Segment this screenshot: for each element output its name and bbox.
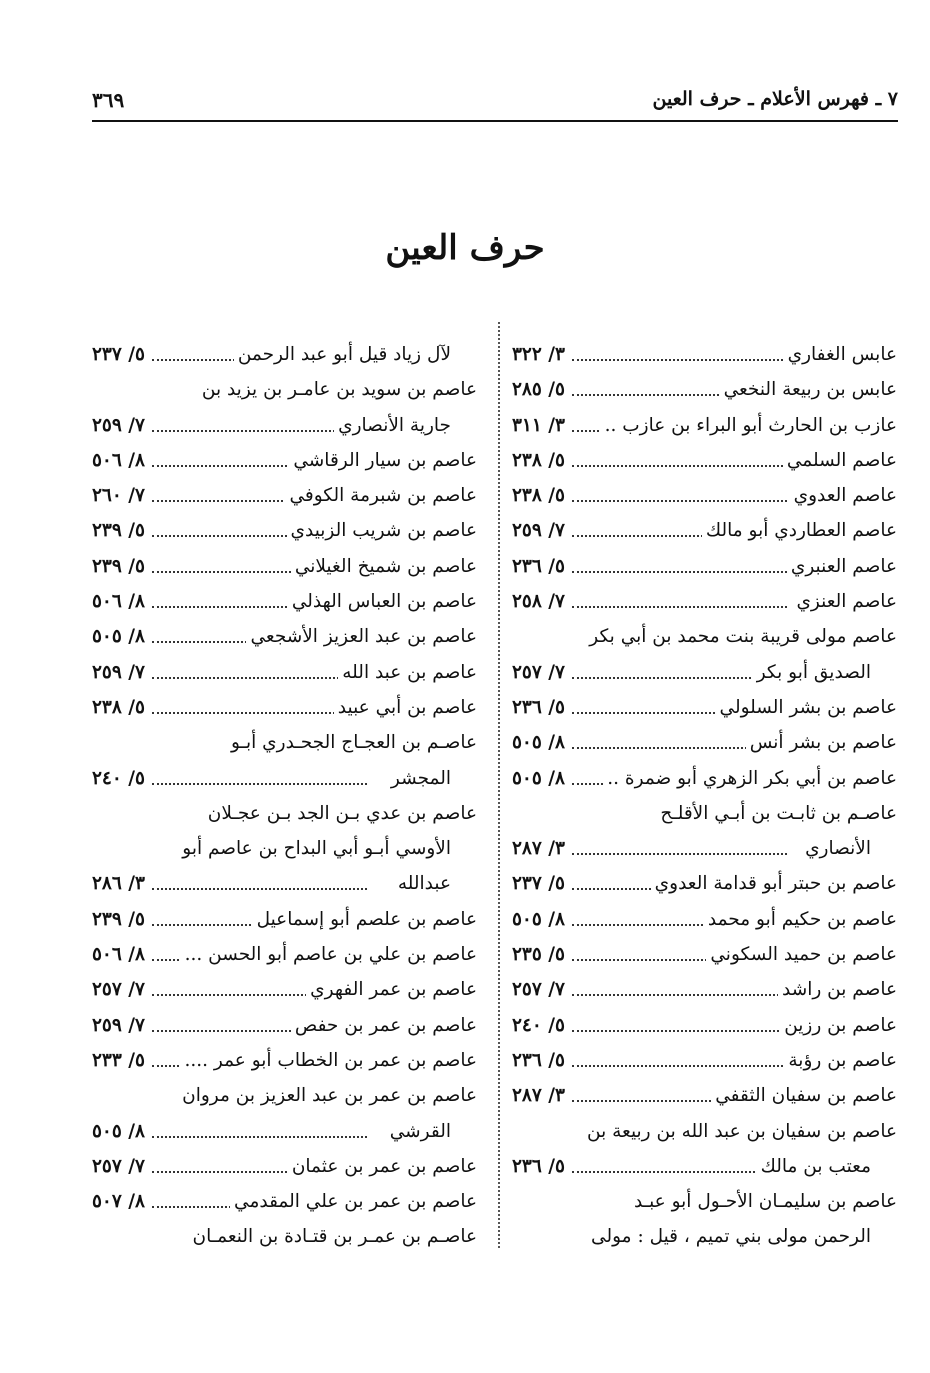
index-entry [92, 902, 477, 937]
index-entry [512, 513, 897, 548]
entry-reference: ٨/ ٥٠٥ [92, 1114, 151, 1149]
dot-leader [152, 1136, 367, 1138]
index-entry [512, 549, 897, 584]
dot-leader [572, 1030, 787, 1032]
index-entry [512, 478, 897, 513]
index-entry [512, 937, 897, 972]
index-entry [512, 1184, 897, 1219]
entry-name: عاصم بن عمر بن حفص [291, 1008, 477, 1043]
index-entry [512, 408, 897, 443]
entry-name: عاصم بن عمر بن علي المقدمي [230, 1184, 477, 1219]
entry-reference: ٥/ ٢٨٥ [512, 372, 571, 407]
entry-reference: ٥/ ٢٣٥ [512, 937, 571, 972]
index-entry [512, 831, 897, 866]
index-entry [512, 1043, 897, 1078]
entry-name: عاصم بن عدي بـن الجد بـن عجـلان [204, 796, 477, 831]
index-entry [512, 584, 897, 619]
index-entry [92, 1219, 477, 1254]
entry-name: عاصم مولى قريبة بنت محمد بن أبي بكر [585, 619, 897, 654]
entry-reference: ٨/ ٥٠٥ [92, 619, 151, 654]
index-entry [512, 725, 897, 760]
entry-name: عاصم بن راشد [778, 972, 897, 1007]
entry-reference: ٧/ ٢٥٧ [92, 1149, 151, 1184]
entry-name: عاصم بن علي بن عاصم أبو الحسن ... [181, 937, 477, 972]
entry-reference: ٥/ ٢٤٠ [92, 761, 151, 796]
entry-reference: ٧/ ٢٥٨ [512, 584, 571, 619]
index-entry [92, 1184, 477, 1219]
entry-name: عاصم بن شريب الزبيدي [287, 513, 478, 548]
index-entry [92, 655, 477, 690]
entry-name: عاصم العطاردي أبو مالك [702, 513, 897, 548]
entry-reference: ٥/ ٢٤٠ [512, 1008, 571, 1043]
entry-reference: ٥/ ٢٣٩ [92, 513, 151, 548]
entry-name: معتب بن مالك [757, 1149, 871, 1184]
entry-reference: ٣/ ٢٨٧ [512, 1078, 571, 1113]
index-entry [92, 690, 477, 725]
index-entry [92, 831, 477, 866]
dot-leader [152, 783, 367, 785]
entry-name: عازب بن الحارث أبو البراء بن عازب .. [601, 408, 897, 443]
index-entry [92, 1149, 477, 1184]
entry-name: عاصم بن أبي بكر الزهري أبو ضمرة .. [603, 761, 897, 796]
entry-name: عاصم بن عمر الفهري [306, 972, 477, 1007]
entry-name: عاصـم بن العجـاج الجحـدري أبـو [227, 725, 477, 760]
entry-reference: ٥/ ٢٣٦ [512, 1043, 571, 1078]
index-entry [512, 902, 897, 937]
index-entry [92, 549, 477, 584]
entry-name: عاصم العدوي [790, 478, 897, 513]
index-column-right [512, 337, 897, 1255]
index-entry [512, 337, 897, 372]
index-entry [92, 337, 477, 372]
dot-leader [572, 500, 787, 502]
index-entry [512, 866, 897, 901]
entry-reference: ٨/ ٥٠٥ [512, 761, 571, 796]
dot-leader [572, 571, 787, 573]
dot-leader [572, 853, 787, 855]
index-entry [512, 761, 897, 796]
dot-leader [572, 359, 787, 361]
index-entry [512, 443, 897, 478]
index-column-left [92, 337, 477, 1255]
entry-name: عاصـم بن ثابـت بن أبـي الأقلـح [656, 796, 897, 831]
entry-name: عاصم بن العباس الهذلي [288, 584, 477, 619]
entry-reference: ٨/ ٥٠٥ [512, 902, 571, 937]
entry-name: الأوسي أبـو أبي البداح بن عاصم أبو [178, 831, 451, 866]
index-entry [512, 1219, 897, 1254]
index-entry [512, 972, 897, 1007]
entry-reference: ٨/ ٥٠٧ [92, 1184, 151, 1219]
index-entry [92, 1114, 477, 1149]
entry-reference: ٣/ ٣١١ [512, 408, 571, 443]
index-entry [512, 690, 897, 725]
entry-reference: ٨/ ٥٠٦ [92, 584, 151, 619]
section-title: حرف العين [385, 228, 545, 268]
entry-reference: ٨/ ٥٠٦ [92, 937, 151, 972]
entry-name: عابس الغفاري [784, 337, 897, 372]
entry-reference: ٧/ ٢٥٧ [512, 655, 571, 690]
entry-name: عاصم بن علصم أبو إسماعيل [253, 902, 477, 937]
entry-name: عاصـم بن عمـر بن قتـادة بن النعمـان [189, 1219, 478, 1254]
entry-name: عاصم بن عبد الله [338, 655, 477, 690]
entry-name: عاصم العنبري [787, 549, 897, 584]
entry-reference: ٣/ ٣٢٢ [512, 337, 571, 372]
entry-name: عاصم العنزي [792, 584, 897, 619]
index-entry [512, 796, 897, 831]
index-entry [92, 372, 477, 407]
index-entry [92, 1043, 477, 1078]
entry-name: عاصم بن عمر بن عبد العزيز بن مروان [178, 1078, 477, 1113]
entry-name: عاصم بن سليمـان الأحـول أبو عبـد [630, 1184, 897, 1219]
index-entry [512, 372, 897, 407]
dot-leader [152, 888, 367, 890]
entry-reference: ٥/ ٢٣٨ [512, 478, 571, 513]
index-entry [92, 1078, 477, 1113]
entry-reference: ٣/ ٢٨٦ [92, 866, 151, 901]
index-entry [92, 478, 477, 513]
index-entry [92, 761, 477, 796]
entry-reference: ٥/ ٢٣٦ [512, 549, 571, 584]
running-title: ٧ ـ فهرس الأعلام ـ حرف العين [652, 88, 898, 110]
entry-name: عابس بن ربيعة النخعي [720, 372, 897, 407]
index-entry [92, 619, 477, 654]
entry-name: عاصم بن عبد العزيز الأشجعي [246, 619, 477, 654]
dot-leader [572, 994, 787, 996]
entry-name: عاصم بن عمر بن الخطاب أبو عمر .... [180, 1043, 477, 1078]
dot-leader [572, 465, 787, 467]
entry-name: لآل زياد قيل أبو عبد الرحمن [234, 337, 451, 372]
entry-name: جارية الأنصاري [334, 408, 451, 443]
entry-name: عاصم بن حميد السكوني [706, 937, 897, 972]
entry-reference: ٧/ ٢٥٩ [92, 1008, 151, 1043]
entry-name: القرشي [386, 1114, 451, 1149]
entry-name: عاصم بن عمر بن عثمان [288, 1149, 477, 1184]
entry-name: عاصم بن بشر أنس [746, 725, 897, 760]
entry-name: الصديق أبو بكر [753, 655, 871, 690]
entry-name: عاصم بن رزين [780, 1008, 897, 1043]
index-entry [92, 972, 477, 1007]
page-header [92, 86, 898, 122]
entry-name: عاصم بن سويد بن عامـر بن يزيد بن [198, 372, 477, 407]
entry-name: عاصم بن سفيان بن عبد الله بن ربيعة بن [583, 1114, 897, 1149]
index-entry [92, 1008, 477, 1043]
entry-name: عاصم بن رؤبة [784, 1043, 897, 1078]
index-entry [92, 584, 477, 619]
dot-leader [572, 1171, 787, 1173]
index-entry [512, 1008, 897, 1043]
index-entry [92, 443, 477, 478]
entry-reference: ٥/ ٢٣٩ [92, 549, 151, 584]
entry-reference: ٨/ ٥٠٦ [92, 443, 151, 478]
entry-reference: ٨/ ٥٠٥ [512, 725, 571, 760]
dot-leader [572, 606, 787, 608]
entry-name: عبدالله [394, 866, 451, 901]
entry-reference: ٥/ ٢٣٨ [512, 443, 571, 478]
entry-name: عاصم بن حبتر أبو قدامة العدوي [651, 866, 897, 901]
entry-reference: ٧/ ٢٥٧ [92, 972, 151, 1007]
index-entry [92, 513, 477, 548]
entry-reference: ٥/ ٢٣٧ [512, 866, 571, 901]
page-number: ٣٦٩ [92, 88, 125, 112]
index-entry [92, 937, 477, 972]
index-entry [512, 1114, 897, 1149]
entry-name: عاصم بن سفيان الثقفي [711, 1078, 897, 1113]
entry-name: عاصم بن شبرمة الكوفي [285, 478, 477, 513]
index-entry [92, 796, 477, 831]
column-divider [498, 322, 500, 1248]
dot-leader [152, 677, 367, 679]
entry-name: عاصم بن سيار الرقاشي [289, 443, 477, 478]
index-entry [512, 655, 897, 690]
entry-name: عاصم بن حكيم أبو محمد [704, 902, 897, 937]
entry-reference: ٧/ ٢٥٧ [512, 972, 571, 1007]
entry-name: عاصم بن أبي عبيد [334, 690, 477, 725]
index-entry [92, 408, 477, 443]
entry-reference: ٥/ ٢٣٦ [512, 690, 571, 725]
index-entry [92, 725, 477, 760]
entry-name: الأنصاري [801, 831, 871, 866]
entry-reference: ٧/ ٢٥٩ [512, 513, 571, 548]
entry-reference: ٧/ ٢٦٠ [92, 478, 151, 513]
entry-reference: ٥/ ٢٣٩ [92, 902, 151, 937]
entry-reference: ٧/ ٢٥٩ [92, 655, 151, 690]
entry-name: عاصم السلمي [783, 443, 897, 478]
entry-reference: ٥/ ٢٣٧ [92, 337, 151, 372]
index-entry [512, 619, 897, 654]
index-entry [92, 866, 477, 901]
index-entry [512, 1078, 897, 1113]
entry-reference: ٧/ ٢٥٩ [92, 408, 151, 443]
entry-reference: ٥/ ٢٣٦ [512, 1149, 571, 1184]
entry-name: عاصم بن بشر السلولي [716, 690, 897, 725]
entry-name: عاصم بن شميخ الغيلاني [291, 549, 477, 584]
entry-name: الرحمن مولى بني تميم ، قيل : مولى [587, 1219, 871, 1254]
entry-reference: ٣/ ٢٨٧ [512, 831, 571, 866]
dot-leader [572, 1065, 787, 1067]
entry-reference: ٥/ ٢٣٨ [92, 690, 151, 725]
index-entry [512, 1149, 897, 1184]
entry-reference: ٥/ ٢٣٣ [92, 1043, 151, 1078]
entry-name: المجشر [387, 761, 451, 796]
